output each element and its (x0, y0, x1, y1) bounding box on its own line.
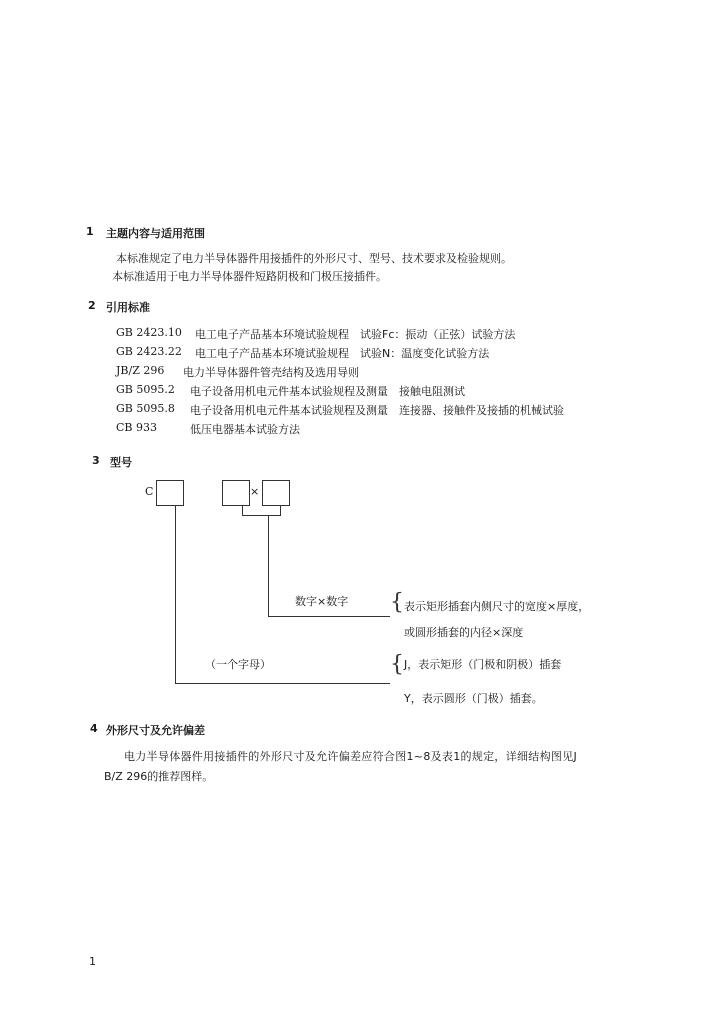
reference-title: 电工电子产品基本环境试验规程 试验N：温度变化试验方法 (195, 347, 490, 360)
section-3-title: 型号 (110, 456, 132, 469)
section-1-para-2: 本标准适用于电力半导体器件短路阴极和门极压接插件。 (112, 270, 387, 283)
model-letter-box (156, 480, 184, 506)
brace-mark: { (390, 590, 404, 615)
desc-round: 或圆形插套的内径×深度 (404, 626, 524, 639)
section-1-para-1: 本标准规定了电力半导体器件用接插件的外形尺寸、型号、技术要求及检验规则。 (116, 252, 512, 265)
connector-line (280, 505, 281, 515)
connector-line (175, 683, 390, 684)
reference-code: GB 2423.22 (116, 345, 182, 358)
model-width-box (222, 480, 250, 506)
reference-code: GB 2423.10 (116, 326, 182, 339)
desc-y: Y，表示圆形（门极）插套。 (404, 692, 543, 705)
connector-line (268, 515, 269, 616)
connector-line (175, 505, 176, 683)
section-4-para-2: B/Z 296的推荐图样。 (104, 770, 214, 783)
connector-line (242, 515, 281, 516)
brace-mark: { (390, 652, 404, 677)
reference-code: CB 933 (116, 421, 157, 434)
section-1-title: 主题内容与适用范围 (106, 227, 205, 240)
section-2-title: 引用标准 (106, 301, 150, 314)
reference-code: GB 5095.2 (116, 383, 175, 396)
reference-title: 电子设备用机电元件基本试验规程及测量 接触电阻测试 (190, 385, 465, 398)
page-mark: 1 (89, 955, 96, 968)
section-4-title: 外形尺寸及允许偏差 (106, 724, 205, 737)
model-times-sign: × (250, 485, 260, 498)
reference-title: 低压电器基本试验方法 (190, 423, 300, 436)
reference-title: 电子设备用机电元件基本试验规程及测量 连接器、接触件及接插的机械试验 (190, 404, 564, 417)
model-depth-box (262, 480, 290, 506)
reference-title: 电力半导体器件管壳结构及选用导则 (183, 366, 359, 379)
reference-title: 电工电子产品基本环境试验规程 试验Fc：振动（正弦）试验方法 (195, 328, 516, 341)
desc-j: J，表示矩形（门极和阴极）插套 (404, 658, 562, 671)
reference-code: GB 5095.8 (116, 402, 175, 415)
desc-rect: 表示矩形插套内侧尺寸的宽度×厚度， (404, 600, 590, 613)
reference-code: JB/Z 296 (116, 364, 165, 377)
connector-line (268, 616, 390, 617)
section-4-number: 4 (90, 722, 98, 735)
model-prefix-letter: C (145, 485, 154, 498)
section-3-number: 3 (92, 454, 100, 467)
letter-label: （一个字母） (205, 658, 271, 671)
section-1-number: 1 (86, 225, 94, 238)
connector-line (242, 505, 243, 515)
digits-label: 数字×数字 (295, 595, 349, 608)
section-4-para-1: 电力半导体器件用接插件的外形尺寸及允许偏差应符合图1~8及表1的规定，详细结构图见J (124, 750, 578, 763)
section-2-number: 2 (88, 299, 96, 312)
